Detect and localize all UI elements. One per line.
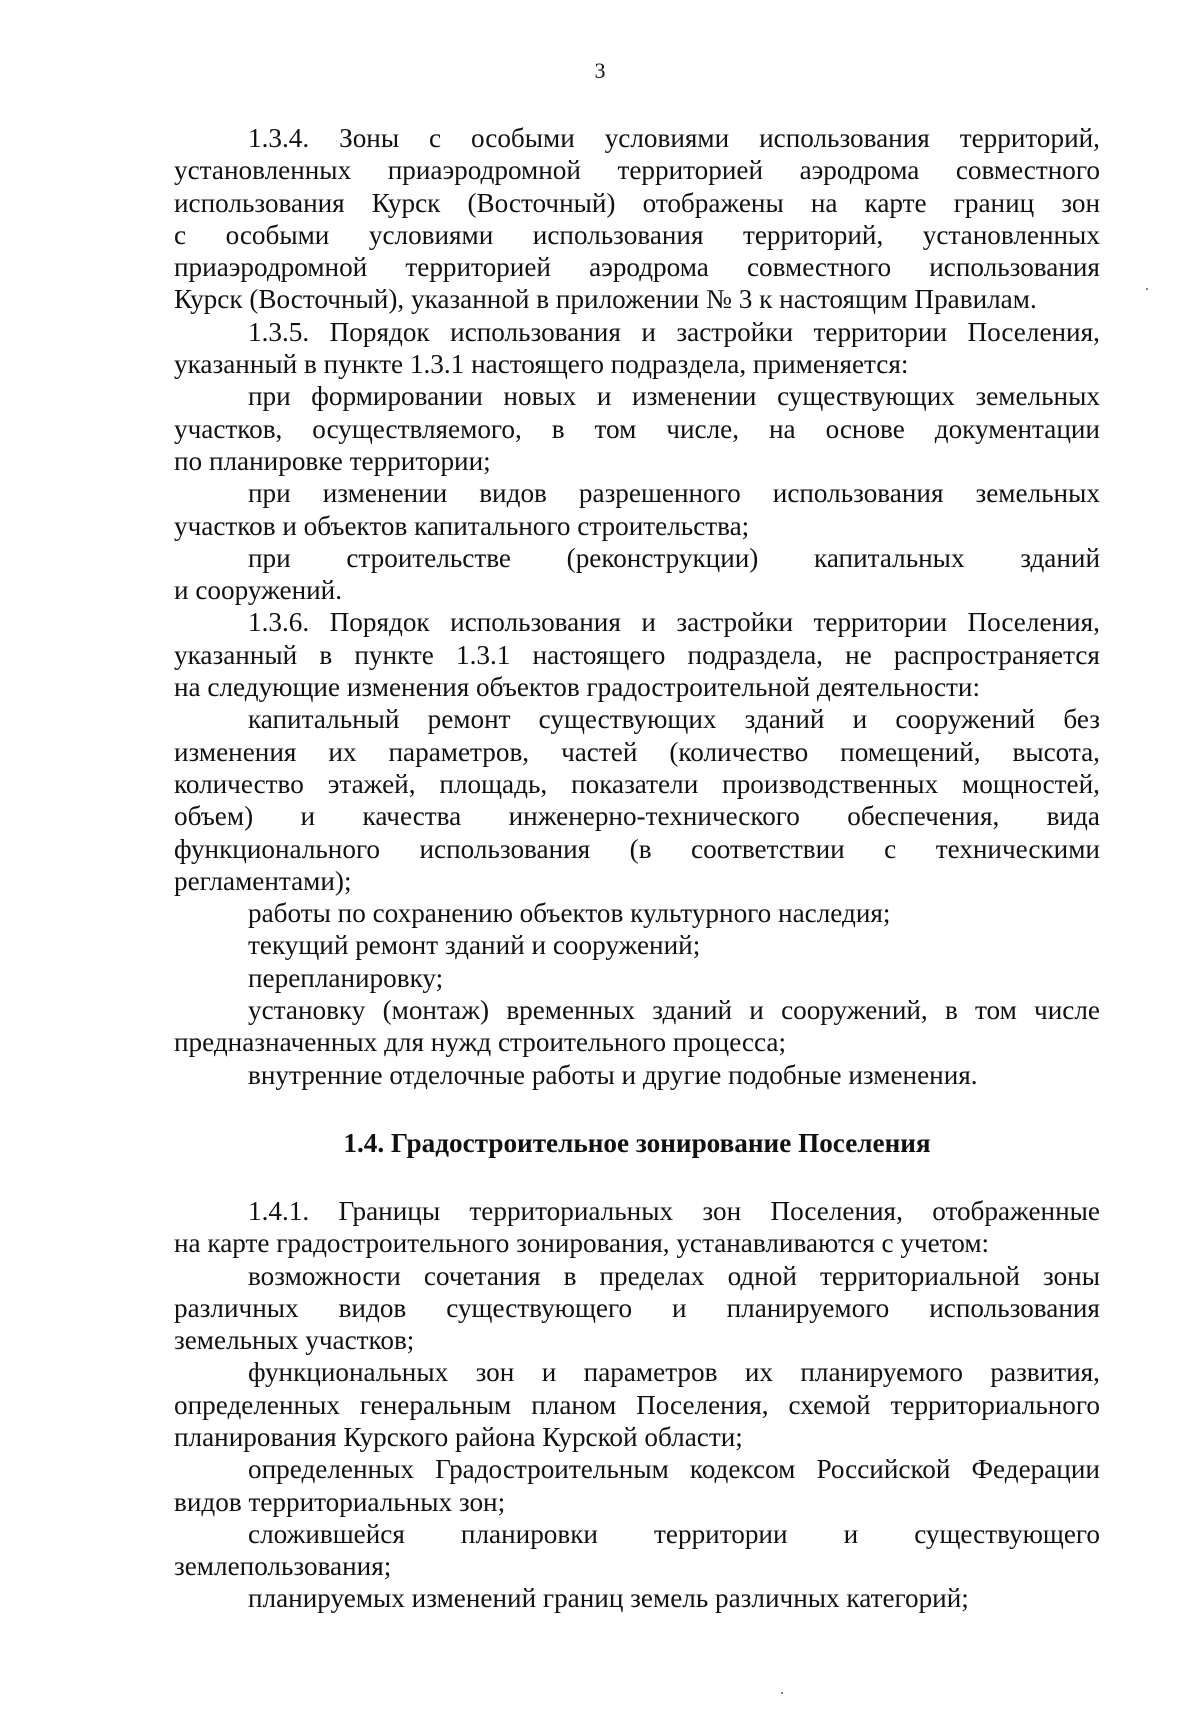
- word: зон: [475, 1357, 515, 1388]
- word: помещений,: [840, 736, 981, 767]
- list-item: [174, 1518, 1100, 1583]
- text-line: [174, 606, 1100, 638]
- text-line: [174, 1518, 1100, 1550]
- word: возможности: [248, 1260, 401, 1291]
- word: документации: [934, 413, 1100, 444]
- word: территорией: [405, 252, 551, 283]
- paragraph-1-4-1: [174, 1195, 1100, 1260]
- word: особыми: [225, 219, 330, 250]
- word: совместного: [746, 252, 892, 283]
- word: разрешенного: [578, 478, 741, 509]
- text-line: [174, 316, 1100, 348]
- word: ремонт: [427, 704, 511, 735]
- word: схемой: [788, 1389, 871, 1420]
- word: Порядок: [329, 607, 430, 638]
- paragraph-1-3-6: [174, 606, 1100, 703]
- word: Федерации: [971, 1454, 1100, 1485]
- word: использования: [419, 833, 591, 864]
- word: сооружений,: [781, 995, 928, 1026]
- text-line: [174, 380, 1100, 412]
- paragraph-1-3-4: [174, 122, 1100, 316]
- word: с: [884, 833, 897, 864]
- word: территорий,: [959, 123, 1100, 153]
- word: их: [328, 736, 357, 767]
- word: застройки: [676, 316, 793, 347]
- word: (реконструкции): [566, 542, 759, 573]
- word: количество: [174, 768, 304, 799]
- word: числе: [1034, 995, 1100, 1026]
- word: определенных: [248, 1454, 414, 1485]
- word: и: [641, 607, 656, 638]
- list-item: [174, 962, 1100, 994]
- word: границ: [953, 187, 1035, 218]
- word: на: [768, 413, 796, 444]
- word: том: [594, 413, 637, 444]
- word: настоящего: [532, 639, 666, 670]
- word: планировки: [460, 1518, 598, 1549]
- text-line: [174, 1356, 1100, 1388]
- word: указанный: [174, 639, 298, 670]
- text-line: [174, 1292, 1100, 1324]
- text-line: [174, 1389, 1100, 1421]
- word: особыми: [471, 123, 575, 153]
- word: Поселения,: [967, 316, 1100, 347]
- word: Зоны: [339, 123, 400, 153]
- text-line: указанный в пункте 1.3.1 настоящего подраздела, применяется:: [174, 349, 909, 380]
- text-line: текущий ремонт зданий и сооружений;: [248, 930, 701, 961]
- word: обеспечения,: [847, 801, 1000, 832]
- text-line: планирования Курского района Курской области;: [174, 1421, 743, 1452]
- text-line: [174, 736, 1100, 768]
- text-line: [174, 1195, 1100, 1227]
- text-line: предназначенных для нужд строительного процесса;: [174, 1027, 787, 1058]
- text-line: участков и объектов капитального строительства;: [174, 510, 750, 541]
- word: отображенные: [932, 1195, 1100, 1226]
- text-line: [174, 542, 1100, 574]
- word: территориальной: [819, 1260, 1020, 1291]
- word: 1.3.5.: [248, 316, 310, 347]
- word: сочетания: [423, 1260, 541, 1291]
- text-line: [174, 994, 1100, 1026]
- word: в: [563, 1260, 577, 1291]
- word: на: [810, 187, 838, 218]
- word: мощностей,: [962, 768, 1100, 799]
- word: установку: [248, 995, 366, 1026]
- word: и: [672, 1292, 687, 1323]
- word: не: [845, 639, 872, 670]
- word: установленных: [922, 219, 1100, 250]
- text-line: [174, 477, 1100, 509]
- word: использования: [532, 219, 704, 250]
- text-line: [174, 703, 1100, 735]
- word: (Восточный): [467, 187, 616, 218]
- word: Порядок: [329, 316, 430, 347]
- text-line: [174, 122, 1100, 154]
- word: (монтаж): [382, 995, 490, 1026]
- word: и: [541, 1357, 557, 1388]
- text-line: регламентами);: [174, 865, 352, 896]
- word: территориального: [890, 1389, 1100, 1420]
- word: Поселения,: [770, 1195, 903, 1226]
- word: качества: [362, 801, 462, 832]
- word: частей: [561, 736, 638, 767]
- word: и: [596, 381, 612, 412]
- word: Курск: [371, 187, 441, 218]
- text-line: планируемых изменений границ земель различных категорий;: [248, 1583, 969, 1614]
- list-item: [174, 994, 1100, 1059]
- word: без: [1063, 704, 1100, 735]
- text-line: внутренние отделочные работы и другие подобные изменения.: [248, 1059, 978, 1090]
- word: техническими: [935, 833, 1100, 864]
- word: различных: [174, 1292, 299, 1323]
- word: развития,: [990, 1357, 1100, 1388]
- word: 1.4.1.: [248, 1195, 310, 1226]
- word: формировании: [311, 381, 483, 412]
- word: аэродрома: [589, 252, 709, 283]
- word: карте: [864, 187, 927, 218]
- word: их: [744, 1357, 773, 1388]
- scan-speck: [1146, 288, 1148, 290]
- text-line: [174, 251, 1100, 283]
- word: инженерно-технического: [508, 801, 800, 832]
- word: Поселения,: [636, 1389, 769, 1420]
- text-line: [174, 768, 1100, 800]
- word: объем): [174, 801, 254, 832]
- word: при: [248, 542, 291, 573]
- word: использования: [929, 1292, 1100, 1323]
- word: в: [551, 413, 565, 444]
- word: существующего: [446, 1292, 633, 1323]
- list-item: [174, 1582, 1100, 1614]
- word: планом: [531, 1389, 617, 1420]
- word: капитальных: [814, 542, 965, 573]
- word: временных: [506, 995, 636, 1026]
- word: участков,: [174, 413, 283, 444]
- word: и: [300, 801, 316, 832]
- list-item: [174, 897, 1100, 929]
- word: соответствии: [691, 833, 845, 864]
- word: совместного: [955, 155, 1100, 186]
- word: территориальных: [469, 1195, 674, 1226]
- document-body: [174, 122, 1100, 1615]
- word: в: [944, 995, 958, 1026]
- word: территории: [813, 607, 947, 638]
- word: (количество: [669, 736, 809, 767]
- word: высота,: [1012, 736, 1100, 767]
- word: пункте: [354, 639, 434, 670]
- word: основе: [825, 413, 905, 444]
- text-line: земельных участков;: [174, 1325, 415, 1356]
- word: земельных: [975, 478, 1100, 509]
- page-number: 3: [594, 58, 606, 83]
- word: Российской: [816, 1454, 951, 1485]
- word: в: [319, 639, 333, 670]
- text-line: [174, 833, 1100, 865]
- word: изменении: [322, 478, 448, 509]
- word: параметров,: [388, 736, 530, 767]
- word: использования: [759, 123, 930, 153]
- word: 1.3.4.: [248, 123, 310, 153]
- word: Градостроительным: [435, 1454, 669, 1485]
- text-line: на следующие изменения объектов градостроительной деятельности:: [174, 672, 981, 703]
- word: приаэродромной: [387, 155, 581, 186]
- word: зоны: [1042, 1260, 1100, 1291]
- text-line: [174, 154, 1100, 186]
- word: существующих: [538, 704, 717, 735]
- word: планируемого: [800, 1357, 964, 1388]
- word: показатели: [571, 768, 699, 799]
- word: отображены: [642, 187, 784, 218]
- word: функциональных: [248, 1357, 449, 1388]
- word: и: [852, 704, 868, 735]
- word: (в: [629, 833, 652, 864]
- word: с: [174, 219, 187, 250]
- word: аэродрома: [799, 155, 920, 186]
- word: зон: [1061, 187, 1100, 218]
- text-line: землепользования;: [174, 1551, 392, 1582]
- word: площадь,: [439, 768, 548, 799]
- text-line: видов территориальных зон;: [174, 1486, 506, 1517]
- word: изменении: [632, 381, 757, 412]
- section-heading: 1.4. Градостроительное зонирование Поселения: [343, 1127, 931, 1158]
- word: том: [975, 995, 1017, 1026]
- word: и: [641, 316, 656, 347]
- word: сооружений: [895, 704, 1036, 735]
- word: зданий: [1020, 542, 1100, 573]
- word: застройки: [676, 607, 793, 638]
- text-line: работы по сохранению объектов культурного наследия;: [248, 898, 891, 929]
- text-line: [174, 639, 1100, 671]
- word: генеральным: [359, 1389, 512, 1420]
- list-item: [174, 542, 1100, 607]
- word: 1.3.6.: [248, 607, 310, 638]
- word: условиями: [368, 219, 494, 250]
- word: изменения: [174, 736, 297, 767]
- word: зон: [702, 1195, 742, 1226]
- word: территорий,: [742, 219, 884, 250]
- text-line: [174, 219, 1100, 251]
- word: 1.3.1: [456, 639, 511, 670]
- word: капитальный: [248, 704, 400, 735]
- word: при: [248, 381, 291, 412]
- word: и: [749, 995, 764, 1026]
- list-item: [174, 929, 1100, 961]
- list-item: [174, 703, 1100, 897]
- list-item: [174, 477, 1100, 542]
- word: параметров: [583, 1357, 718, 1388]
- word: существующего: [914, 1518, 1100, 1549]
- list-item: [174, 1453, 1100, 1518]
- word: видов: [479, 478, 547, 509]
- word: пределах: [599, 1260, 705, 1291]
- text-line: на карте градостроительного зонирования, устанавливаются с учетом:: [174, 1228, 990, 1259]
- word: зданий: [652, 995, 733, 1026]
- word: определенных: [174, 1389, 340, 1420]
- word: вида: [1046, 801, 1100, 832]
- word: использования: [929, 252, 1100, 283]
- text-line: и сооружений.: [174, 575, 343, 606]
- paragraph-1-3-5: [174, 316, 1100, 381]
- word: этажей,: [327, 768, 416, 799]
- word: использования: [450, 316, 621, 347]
- word: территорией: [617, 155, 764, 186]
- word: одной: [727, 1260, 797, 1291]
- word: подраздела,: [687, 639, 823, 670]
- list-item: [174, 1260, 1100, 1357]
- word: зданий: [744, 704, 825, 735]
- word: видов: [338, 1292, 407, 1323]
- word: территории: [654, 1518, 788, 1549]
- word: сложившейся: [248, 1518, 405, 1549]
- text-line: [174, 1260, 1100, 1292]
- word: строительстве: [346, 542, 511, 573]
- word: с: [429, 123, 442, 153]
- word: земельных: [975, 381, 1100, 412]
- word: территории: [813, 316, 947, 347]
- text-line: [174, 1453, 1100, 1485]
- word: кодексом: [689, 1454, 796, 1485]
- text-line: перепланировку;: [248, 962, 444, 993]
- word: установленных: [174, 155, 352, 186]
- word: Границы: [338, 1195, 441, 1226]
- list-item: [174, 380, 1100, 477]
- word: распространяется: [893, 639, 1100, 670]
- text-line: [174, 800, 1100, 832]
- word: использования: [772, 478, 944, 509]
- word: Поселения,: [967, 607, 1100, 638]
- list-item: [174, 1356, 1100, 1453]
- word: условиями: [604, 123, 730, 153]
- text-line: Курск (Восточный), указанной в приложении № 3 к настоящим Правилам.: [174, 284, 1037, 315]
- word: использования: [174, 187, 345, 218]
- word: числе,: [666, 413, 740, 444]
- scan-speck: [781, 1692, 783, 1694]
- word: планируемого: [726, 1292, 890, 1323]
- list-item: [174, 1059, 1100, 1091]
- word: и: [843, 1518, 859, 1549]
- text-line: [174, 413, 1100, 445]
- text-line: по планировке территории;: [174, 445, 491, 476]
- word: использования: [450, 607, 621, 638]
- word: функционального: [174, 833, 381, 864]
- word: новых: [503, 381, 577, 412]
- word: при: [248, 478, 291, 509]
- word: производственных: [722, 768, 939, 799]
- word: осуществляемого,: [312, 413, 522, 444]
- text-line: [174, 187, 1100, 219]
- word: приаэродромной: [174, 252, 368, 283]
- word: существующих: [777, 381, 955, 412]
